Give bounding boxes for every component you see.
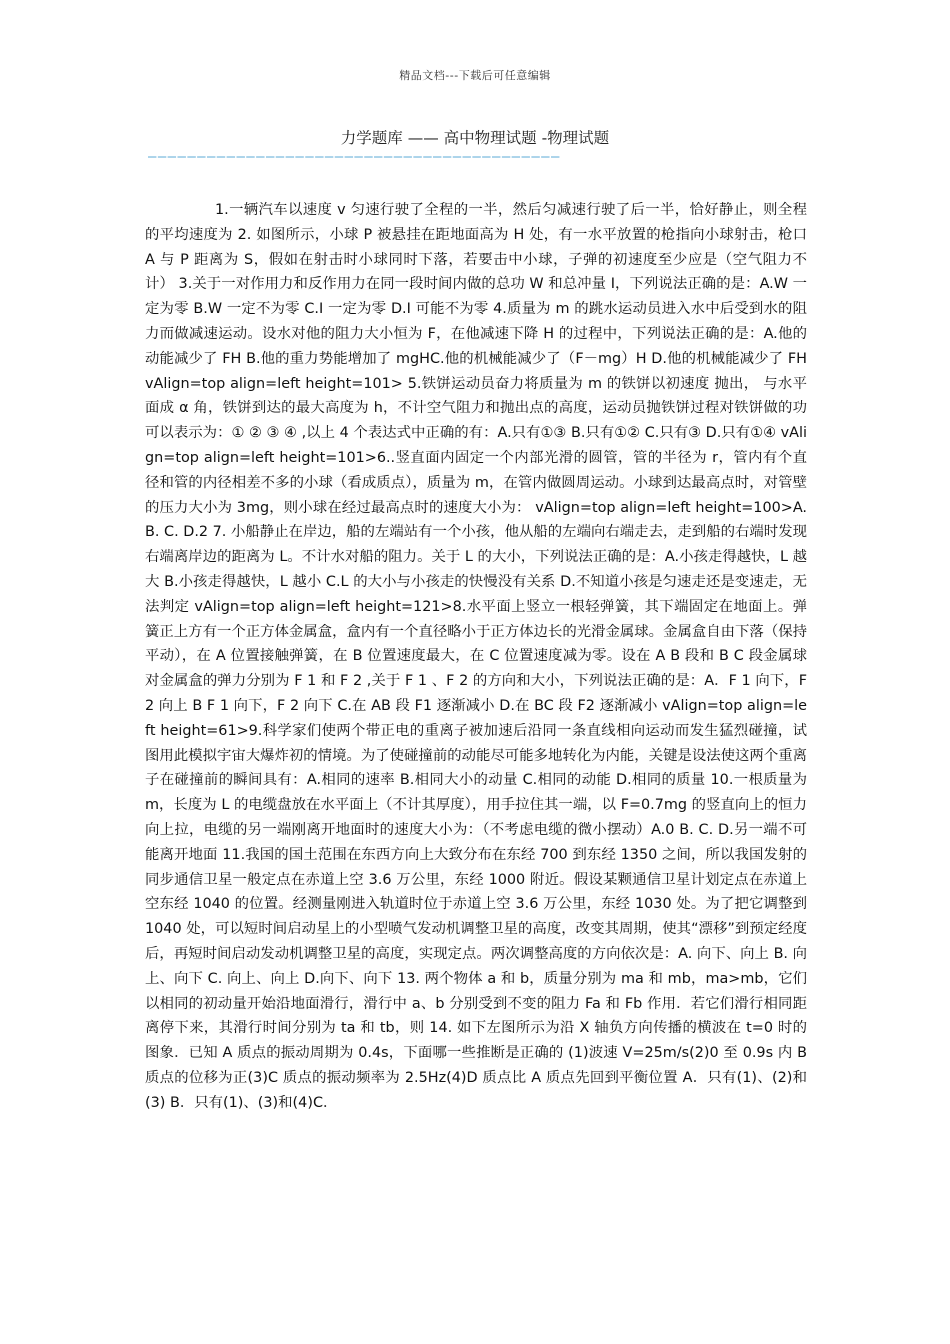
header-note: 精品文档---下载后可任意编辑 <box>399 69 551 82</box>
title-divider: —————————————————————————————————————————— <box>148 149 561 165</box>
page-title: 力学题库 —— 高中物理试题 -物理试题 <box>340 129 610 147</box>
question-body: 1.一辆汽车以速度 v 匀速行驶了全程的一半，然后匀减速行驶了后一半，恰好静止，则全程的平均速度为 2. 如图所示，小球 P 被悬挂在距地面高为 H 处，有一水平放置的枪指向小球射击，枪口 A 与 P 距离为 S，假如在射击时小球同时下落，若要击中小球，子弹的初速度至少应是（空气阻力不计） 3.关于一对作用力和反作用力在同一段时间内做的总功 W 和总冲量 I，下列说法正确的是：A.W 一定为零 B.W 一定不为零 C.I 一定为零 D.I 可能不为零 4.质量为 m 的跳水运动员进入水中后受到水的阻力而做减速运动。设水对他的阻力大小恒为 F，在他减速下降 H 的过程中，下列说法正确的是：A.他的动能减少了 FH B.他的重力势能增加了 mgHC.他的机械能减少了（F－mg）H D.他的机械能减少了 FH vAlign=top align=left height=101> 5.铁饼运动员奋力将质量为 m 的铁饼以初速度 抛出， 与水平面成 α 角，铁饼到达的最大高度为 h，不计空气阻力和抛出点的高度，运动员抛铁饼过程对铁饼做的功可以表示为：① ② ③ ④ ,以上 4 个表达式中正确的有：A.只有①③ B.只有①② C.只有③ D.只有①④ vAlign=top align=left height=101>6..竖直面内固定一个内部光滑的圆管，管的半径为 r，管内有个直径和管的内径相差不多的小球（看成质点），质量为 m，在管内做圆周运动。小球到达最高点时，对管壁的压力大小为 3mg，则小球在经过最高点时的速度大小为： vAlign=top align=left height=100>A. B. C. D.2 7. 小船静止在岸边，船的左端站有一个小孩，他从船的左端向右端走去，走到船的右端时发现右端离岸边的距离为 L。不计水对船的阻力。关于 L 的大小，下列说法正确的是：A.小孩走得越快，L 越大 B.小孩走得越快，L 越小 C.L 的大小与小孩走的快慢没有关系 D.不知道小孩是匀速走还是变速走，无法判定 vAlign=top align=left height=121>8.水平面上竖立一根轻弹簧，其下端固定在地面上。弹簧正上方有一个正方体金属盒，盒内有一个直径略小于正方体边长的光滑金属球。金属盒自由下落（保持平动），在 A 位置接触弹簧，在 B 位置速度最大，在 C 位置速度减为零。设在 A B 段和 B C 段金属球对金属盒的弹力分别为 F 1 和 F 2 ,关于 F 1 、F 2 的方向和大小，下列说法正确的是：A．F 1 向下，F 2 向上 B F 1 向下，F 2 向下 C.在 AB 段 F1 逐渐减小 D.在 BC 段 F2 逐渐减小 vAlign=top align=left height=61>9.科学家们使两个带正电的重离子被加速后沿同一条直线相向运动而发生猛烈碰撞，试图用此模拟宇宙大爆炸初的情境。为了使碰撞前的动能尽可能多地转化为内能，关键是设法使这两个重离子在碰撞前的瞬间具有：A.相同的速率 B.相同大小的动量 C.相同的动能 D.相同的质量 10.一根质量为 m，长度为 L 的电缆盘放在水平面上（不计其厚度），用手拉住其一端，以 F=0.7mg 的竖直向上的恒力向上拉，电缆的另一端刚离开地面时的速度大小为：（不考虑电缆的微小摆动）A.0 B. C. D.另一端不可能离开地面 11.我国的国土范围在东西方向上大致分布在东经 700 到东经 1350 之间，所以我国发射的同步通信卫星一般定点在赤道上空 3.6 万公里，东经 1000 附近。假设某颗通信卫星计划定点在赤道上空东经 1040 的位置。经测量刚进入轨道时位于赤道上空 3.6 万公里，东经 1030 处。为了把它调整到 1040 处，可以短时间启动星上的小型喷气发动机调整卫星的高度，改变其周期，使其“漂移”到预定经度后，再短时间启动发动机调整卫星的高度，实现定点。两次调整高度的方向依次是：A. 向下、向上 B. 向上、向下 C. 向上、向上 D.向下、向下 13. 两个物体 a 和 b，质量分别为 ma 和 mb，ma>mb，它们以相同的初动量开始沿地面滑行，滑行中 a、b 分别受到不变的阻力 Fa 和 Fb 作用．若它们滑行相同距离停下来，其滑行时间分别为 ta 和 tb，则 14. 如下左图所示为沿 X 轴负方向传播的横波在 t=0 时的图象．已知 A 质点的振动周期为 0.4s，下面哪一些推断是正确的 (1)波速 V=25m/s(2)0 至 0.9s 内 B 质点的位移为正(3)C 质点的振动频率为 2.5Hz(4)D 质点比 A 质点先回到平衡位置 A．只有(1)、(2)和(3) B．只有(1)、(3)和(4)C． <box>145 202 807 1111</box>
